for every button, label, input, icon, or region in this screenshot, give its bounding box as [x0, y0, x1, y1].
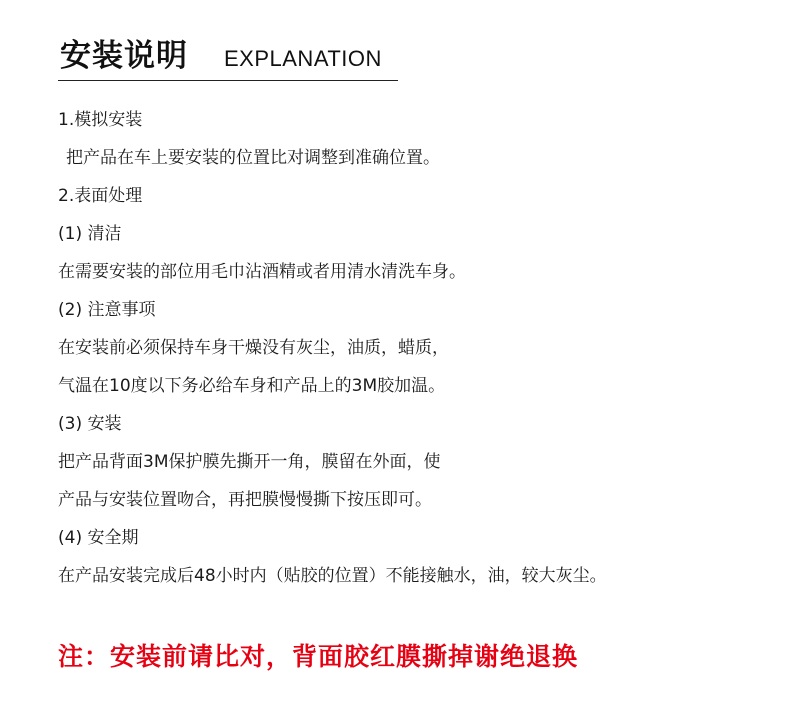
substep-safety-heading: (4) 安全期: [58, 528, 139, 548]
substep-safety-text: 在产品安装完成后48小时内（贴胶的位置）不能接触水，油，较大灰尘。: [58, 566, 607, 586]
page-title: 安装说明: [60, 38, 188, 74]
page-subtitle-en: EXPLANATION: [224, 46, 382, 71]
step-1-heading: 1.模拟安装: [58, 110, 143, 130]
warning-note: 注：安装前请比对，背面胶红膜撕掉谢绝退换: [58, 642, 579, 671]
step-1-text: 把产品在车上要安装的位置比对调整到准确位置。: [66, 148, 440, 168]
substep-caution-text-1: 在安装前必须保持车身干燥没有灰尘，油质，蜡质，: [58, 338, 449, 358]
step-2-heading: 2.表面处理: [58, 186, 143, 206]
substep-caution-text-2: 气温在10度以下务必给车身和产品上的3M胶加温。: [58, 376, 446, 396]
substep-install-heading: (3) 安装: [58, 414, 122, 434]
substep-caution-heading: (2) 注意事项: [58, 300, 156, 320]
substep-clean-text: 在需要安装的部位用毛巾沾酒精或者用清水清洗车身。: [58, 262, 466, 282]
substep-install-text-2: 产品与安装位置吻合，再把膜慢慢撕下按压即可。: [58, 490, 432, 510]
substep-install-text-1: 把产品背面3M保护膜先撕开一角，膜留在外面，使: [58, 452, 441, 472]
substep-clean-heading: (1) 清洁: [58, 224, 122, 244]
section-header: [58, 36, 398, 81]
